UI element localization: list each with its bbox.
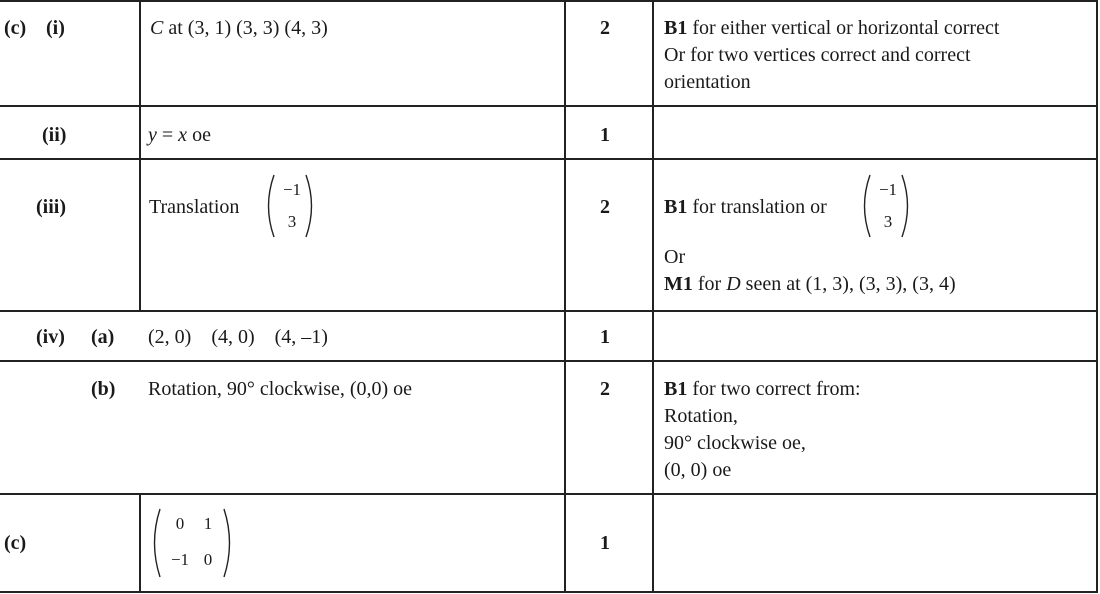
answer-text — [150, 15, 328, 41]
answer-var-c: C — [150, 17, 164, 39]
part-label-c: (c) — [4, 17, 27, 39]
answer-matrix — [148, 506, 236, 580]
answer-text — [148, 122, 211, 148]
guidance-line-1 — [664, 15, 999, 41]
guidance-b1-line — [664, 194, 827, 220]
guidance-var-d: D — [726, 273, 741, 295]
column-rule-answer-upper — [139, 0, 141, 310]
guidance-m1-line — [664, 271, 956, 297]
m1-tag: M1 — [664, 273, 693, 295]
mark-value: 2 — [600, 196, 610, 218]
answer-coords: at (3, 1) (3, 3) (4, 3) — [163, 17, 328, 39]
answer-oe: oe — [187, 124, 211, 146]
matrix-cell-1-1: 0 — [175, 514, 185, 533]
answer-equals: = — [156, 124, 179, 146]
table-rule-3 — [0, 310, 1098, 312]
guidance-item-1: Rotation, — [664, 405, 738, 427]
b1-tag: B1 — [664, 378, 688, 400]
subpart-label-iii: (iii) — [36, 196, 66, 218]
guidance-line-1 — [664, 376, 861, 402]
table-rule-top — [0, 0, 1098, 2]
part-label-c: (c) — [4, 532, 27, 554]
guidance-vector — [858, 172, 914, 240]
subpart-label-i: (i) — [46, 17, 65, 39]
guidance-item-2: 90° clockwise oe, — [664, 432, 806, 454]
subpart-label-a: (a) — [91, 326, 115, 348]
vector-bottom: 3 — [287, 212, 297, 231]
guidance-text: for two correct from: — [687, 378, 861, 400]
translation-vector — [262, 172, 318, 240]
vector-top: −1 — [282, 180, 302, 199]
answer-text: Translation — [149, 196, 240, 218]
answer-text: Rotation, 90° clockwise, (0,0) oe — [148, 378, 413, 400]
answer-var-y: y — [148, 124, 157, 146]
b1-tag: B1 — [664, 196, 688, 218]
mark-value: 2 — [600, 378, 610, 400]
table-rule-4 — [0, 360, 1098, 362]
vector-bottom: 3 — [883, 212, 893, 231]
guidance-text: seen at (1, 3), (3, 3), (3, 4) — [740, 273, 956, 295]
column-rule-guidance — [652, 0, 654, 593]
guidance-text: for either vertical or horizontal correct — [687, 17, 1000, 39]
b1-tag: B1 — [664, 17, 688, 39]
guidance-text: for translation or — [687, 196, 827, 218]
subpart-label-ii: (ii) — [42, 124, 67, 146]
table-rule-2 — [0, 158, 1098, 160]
vector-top: −1 — [878, 180, 898, 199]
column-rule-mark — [564, 0, 566, 593]
answer-var-x: x — [178, 124, 188, 146]
answer-text: (2, 0) (4, 0) (4, –1) — [148, 326, 328, 348]
mark-value: 1 — [600, 124, 610, 146]
guidance-line-2: Or for two vertices correct and correct — [664, 44, 971, 66]
matrix-cell-1-2: 1 — [203, 514, 213, 533]
table-rule-5 — [0, 493, 1098, 495]
guidance-line-3: orientation — [664, 71, 751, 93]
column-rule-right — [1096, 0, 1098, 593]
guidance-or: Or — [664, 246, 686, 268]
mark-value: 2 — [600, 17, 610, 39]
subpart-label-b: (b) — [91, 378, 116, 400]
matrix-brackets — [148, 506, 236, 580]
table-rule-bottom — [0, 591, 1098, 593]
column-rule-answer-lower — [139, 493, 141, 593]
mark-value: 1 — [600, 532, 610, 554]
table-rule-1 — [0, 105, 1098, 107]
mark-value: 1 — [600, 326, 610, 348]
matrix-cell-2-1: −1 — [170, 550, 190, 569]
guidance-item-3: (0, 0) oe — [664, 459, 732, 481]
guidance-for: for — [692, 273, 727, 295]
subpart-label-iv: (iv) — [36, 326, 65, 348]
matrix-cell-2-2: 0 — [203, 550, 213, 569]
